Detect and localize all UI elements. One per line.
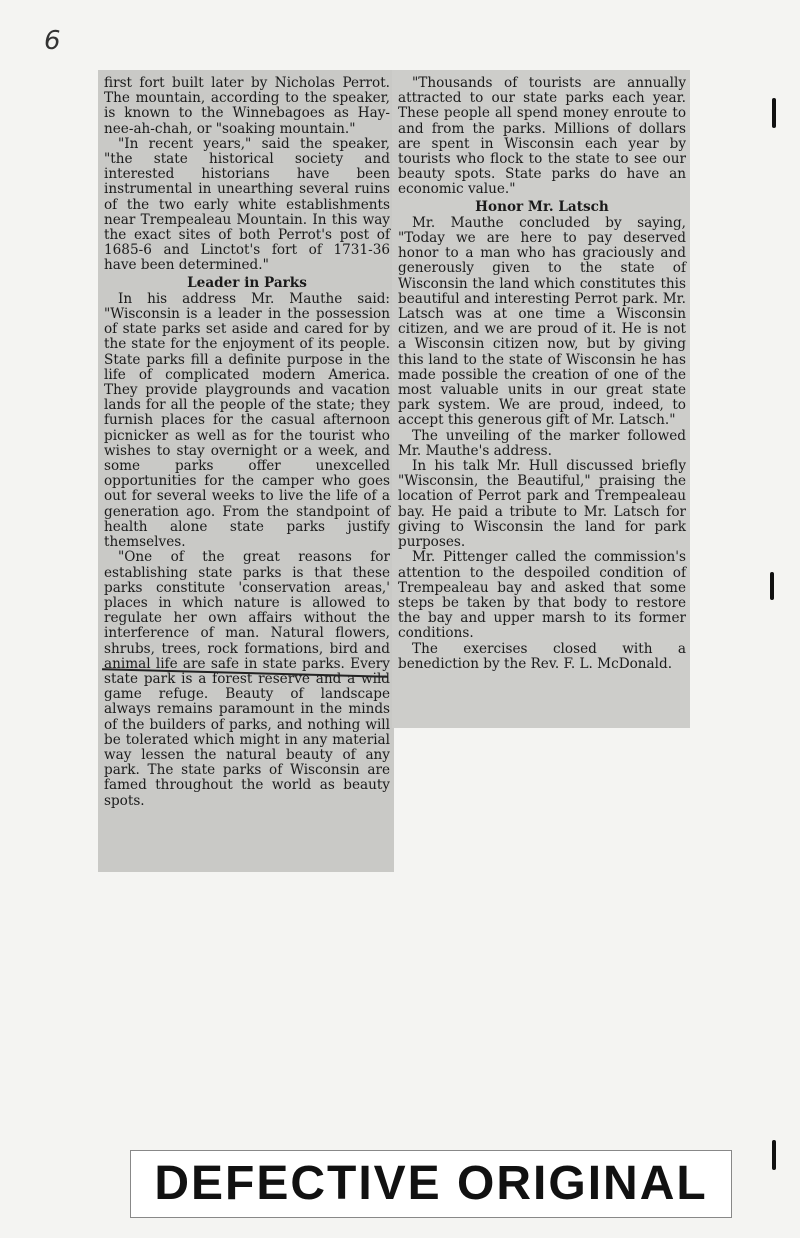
page-number: 6 [44, 26, 61, 56]
margin-mark-top [772, 98, 776, 128]
right-paragraph-1: "Thousands of tourists are annually attracted to our state parks each year. These people all spend money enroute to and from the parks. Millions of dollars are spent in Wisconsin each year by tourists who flock to the state to see our beauty spots. State parks do have an economic value." [398, 75, 686, 198]
right-paragraph-3: The unveiling of the marker followed Mr. Mauthe's address. [398, 427, 686, 459]
newspaper-clipping [98, 70, 690, 870]
right-column [392, 70, 690, 728]
defective-original-stamp: DEFECTIVE ORIGINAL [130, 1150, 732, 1218]
right-paragraph-5: Mr. Pittenger called the commission's attention to the despoiled condition of Trempealeau bay and asked that some steps be taken by that body to restore the bay and upper marsh to its former conditions. [398, 549, 686, 642]
right-paragraph-4: In his talk Mr. Hull discussed briefly "Wisconsin, the Beautiful," praising the location of Perrot park and Trempealeau bay. He paid a tribute to Mr. Latsch for giving to Wisconsin the land for park purposes. [398, 458, 686, 551]
left-paragraph-3: In his address Mr. Mauthe said: "Wisconsin is a leader in the possession of state parks set aside and cared for by the state for the enjoyment of its people. State parks fill a definite purpose in the life of complicated modern America. They provide playgrounds and vacation lands for all the people of the state; they furnish places for the casual afternoon picnicker as well as for the tourist who wishes to stay overnight or a week, and some parks offer unexcelled opportunities for the camper who goes out for several weeks to live the life of a generation ago. From the standpoint of health alone state parks justify themselves. [104, 290, 390, 551]
section-heading-honor-mr-latsch: Honor Mr. Latsch [475, 198, 609, 215]
margin-mark-bottom [772, 1140, 776, 1170]
left-paragraph-4: "One of the great reasons for establishing state parks is that these parks constitute 'conservation areas,' places in which nature is allowed to regulate her own affairs without the interference of man. Natural flowers, shrubs, trees, rock formations, bird and animal life are safe in state parks. Every state park is a forest reserve and a wild game refuge. Beauty of landscape always remains paramount in the minds of the builders of parks, and nothing will be tolerated which might in any material way lessen the natural beauty of any park. The state parks of Wisconsin are famed throughout the world as beauty spots. [104, 549, 390, 809]
right-paragraph-2: Mr. Mauthe concluded by saying, "Today we are here to pay deserved honor to a man who has graciously and generously given to the state of Wisconsin the land which constitutes this beautiful and interesting Perrot park. Mr. Latsch was at one time a Wisconsin citizen, and we are proud of it. He is not a Wisconsin citizen now, but by giving this land to the state of Wisconsin he has made possible the creation of one of the most valuable units in our great state park system. We are proud, indeed, to accept this generous gift of Mr. Latsch." [398, 214, 686, 429]
right-paragraph-6: The exercises closed with a benediction by the Rev. F. L. McDonald. [398, 640, 686, 672]
left-column [98, 70, 394, 872]
section-heading-leader-in-parks: Leader in Parks [187, 274, 307, 291]
left-paragraph-2: "In recent years," said the speaker, "the state historical society and interested historians have been instrumental in unearthing several ruins of the two early white establishments near Trempealeau Mountain. In this way the exact sites of both Perrot's post of 1685-6 and Linctot's fort of 1731-36 have been determined." [104, 135, 390, 274]
margin-mark-middle [770, 572, 774, 600]
left-paragraph-1: first fort built later by Nicholas Perrot. The mountain, according to the speaker, is known to the Winnebagoes as Hay-nee-ah-chah, or "soaking mountain." [104, 75, 390, 137]
